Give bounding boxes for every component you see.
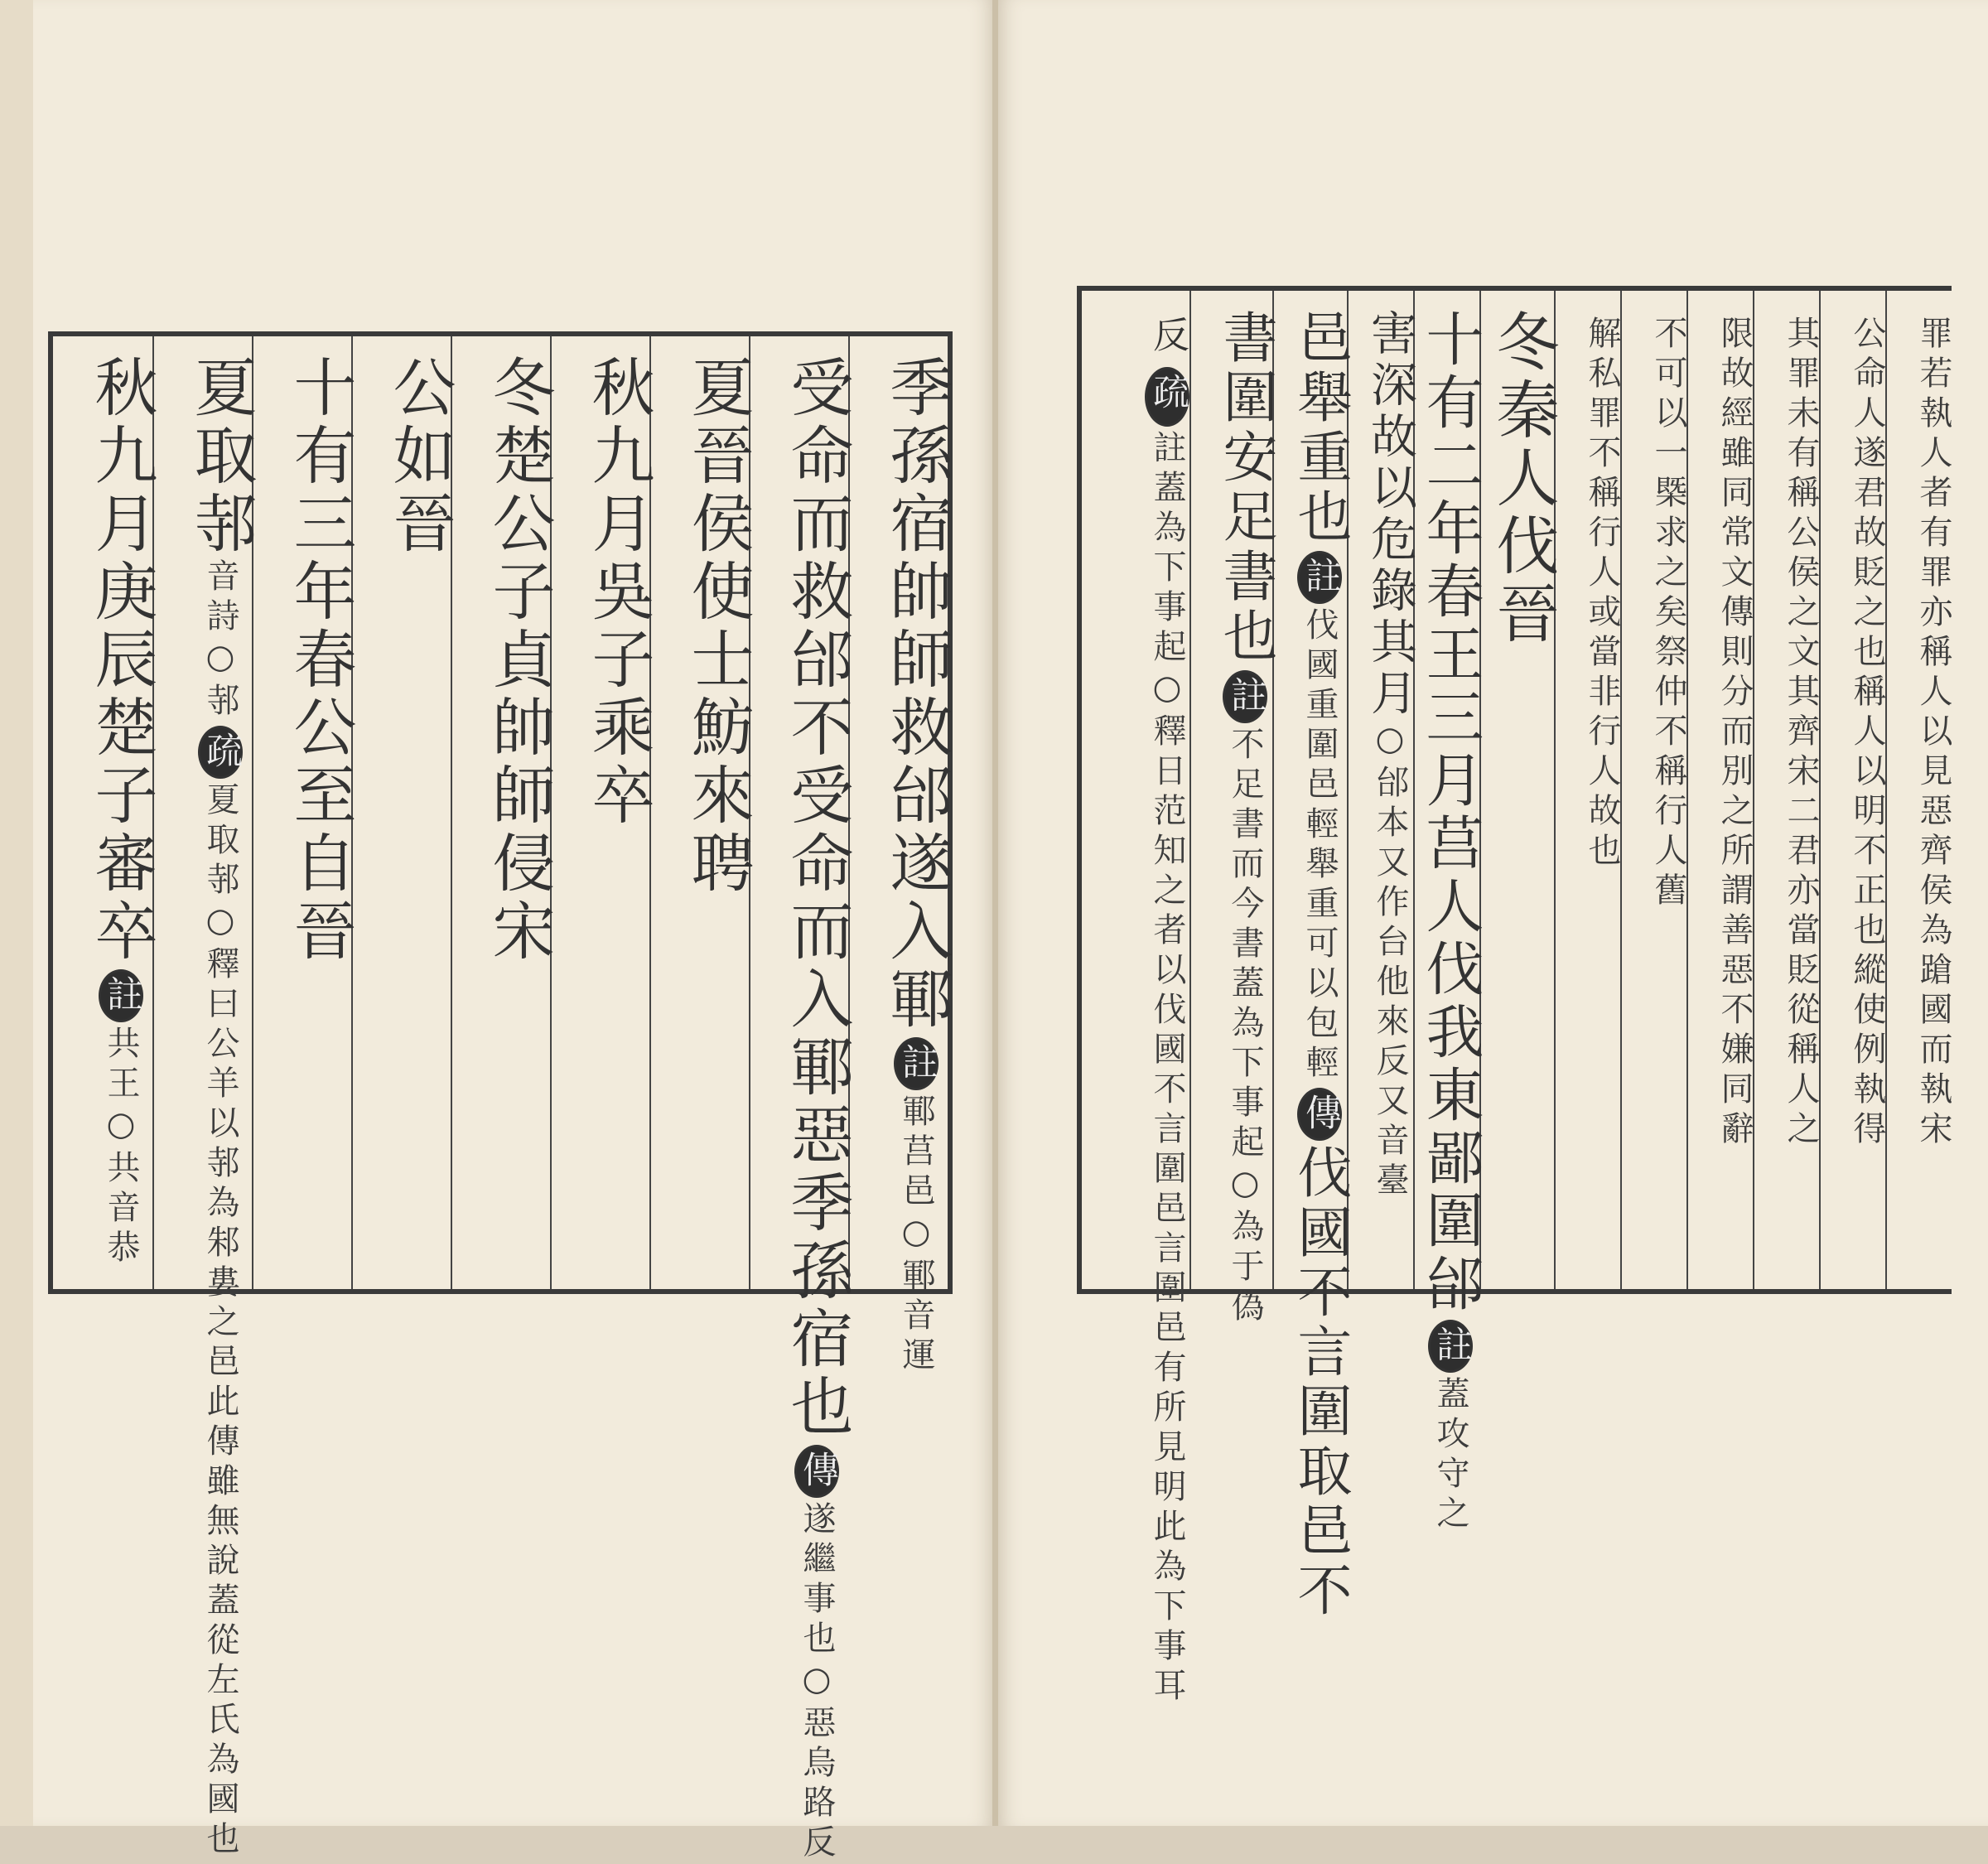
commentary-marker: 傳 (1297, 1088, 1342, 1141)
commentary-text: 公命人遂君故貶之也稱人以明不正也縱使例執得 (1848, 316, 1886, 1151)
commentary-marker: 疏 (198, 726, 243, 779)
right-page (998, 0, 1988, 1826)
commentary-text: 罪若執人者有罪亦稱人以見惡齊侯為蹌國而執宋 (1914, 316, 1952, 1151)
text-column-7 (252, 336, 357, 1289)
main-text: 夏取邿 (184, 355, 258, 558)
text-column-5 (451, 336, 556, 1289)
commentary-marker: 註 (99, 969, 143, 1022)
main-text: 公如晉 (383, 355, 456, 558)
text-column-12 (1082, 291, 1189, 1707)
main-text: 冬楚公子貞帥師侵宋 (482, 355, 556, 966)
main-text: 害深故以危錄其月 (1363, 309, 1417, 720)
text-column-3 (1753, 291, 1819, 1289)
left-page (33, 0, 994, 1864)
left-text-frame (48, 331, 953, 1864)
main-text: 季孫宿帥師救邰遂入鄆 (880, 355, 953, 1034)
text-column-2 (1819, 291, 1885, 1289)
text-column-3 (649, 336, 755, 1289)
main-text: 反 (1146, 316, 1189, 364)
text-column-8 (1413, 291, 1484, 1535)
commentary-text: 不足書而今書蓋為下事起○為于偽 (1226, 727, 1264, 1328)
text-column-4 (1686, 291, 1753, 1289)
text-column-8 (152, 336, 258, 1861)
text-column-9 (53, 336, 158, 1289)
commentary-text: 解私罪不稱行人或當非行人故也 (1583, 316, 1621, 872)
text-column-6 (1554, 291, 1620, 1289)
text-column-1 (848, 336, 953, 1377)
text-column-1 (1885, 291, 1952, 1289)
right-text-frame (1077, 286, 1952, 1707)
main-text: 書圍安足書也 (1214, 309, 1277, 667)
text-column-10 (1272, 291, 1352, 1621)
main-text: 秋九月吳子乘卒 (581, 355, 655, 830)
text-column-9 (1347, 291, 1417, 1289)
commentary-text: 不可以一槩求之矣祭仲不稱行人舊 (1649, 316, 1687, 912)
commentary-marker: 註 (1428, 1320, 1473, 1373)
commentary-marker: 註 (1297, 551, 1342, 604)
commentary-marker: 疏 (1145, 367, 1189, 427)
main-text: 冬秦人伐晉 (1486, 309, 1560, 649)
main-text: 邑舉重也 (1288, 309, 1352, 548)
commentary-text: 鄆莒邑○鄆音運 (897, 1094, 935, 1377)
main-text: 秋九月庚辰楚子審卒 (84, 355, 158, 966)
commentary-text: 限故經雖同常文傳則分而別之所謂善惡不嫌同辭 (1715, 316, 1754, 1151)
commentary-marker: 註 (894, 1037, 939, 1090)
text-column-5 (1620, 291, 1686, 1289)
commentary-text: 音詩○邿 (201, 558, 239, 722)
commentary-text: 伐國重圍邑輕舉重可以包輕 (1300, 607, 1339, 1084)
commentary-text: 共王○共音恭 (102, 1026, 140, 1269)
main-text: 受命而救邰不受命而入鄆惡季孫宿也 (780, 355, 854, 1441)
text-column-4 (550, 336, 655, 1289)
text-column-2 (749, 336, 854, 1864)
text-column-11 (1189, 291, 1277, 1328)
commentary-text: 遂繼事也○惡烏路反 (798, 1501, 836, 1864)
main-text: 十有三年春公至自晉 (283, 355, 357, 966)
commentary-marker: 傳 (794, 1445, 839, 1498)
main-text: 伐國不言圍取邑不 (1288, 1144, 1352, 1621)
commentary-text: 蓋攻守之 (1431, 1376, 1469, 1535)
text-column-7 (1479, 291, 1560, 1289)
text-column-6 (351, 336, 456, 1289)
book-fore-edge (0, 0, 34, 1826)
main-text: 夏晉侯使士魴來聘 (681, 355, 755, 898)
commentary-text: 其罪未有稱公侯之文其齊宋二君亦當貶從稱人之 (1782, 316, 1820, 1151)
commentary-text: 夏取邿○釋曰公羊以邿為邾婁之邑此傳雖無說蓋從左氏為國也 (201, 782, 239, 1861)
commentary-marker: 註 (1223, 670, 1267, 723)
commentary-text: 註蓋為下事起○釋日范知之者以伐國不言圍邑言圍邑有所見明此為下事耳 (1148, 430, 1186, 1707)
commentary-text: ○邰本又作台他來反又音臺 (1371, 720, 1409, 1202)
main-text: 十有二年春王三月莒人伐我東鄙圍邰 (1416, 309, 1484, 1316)
